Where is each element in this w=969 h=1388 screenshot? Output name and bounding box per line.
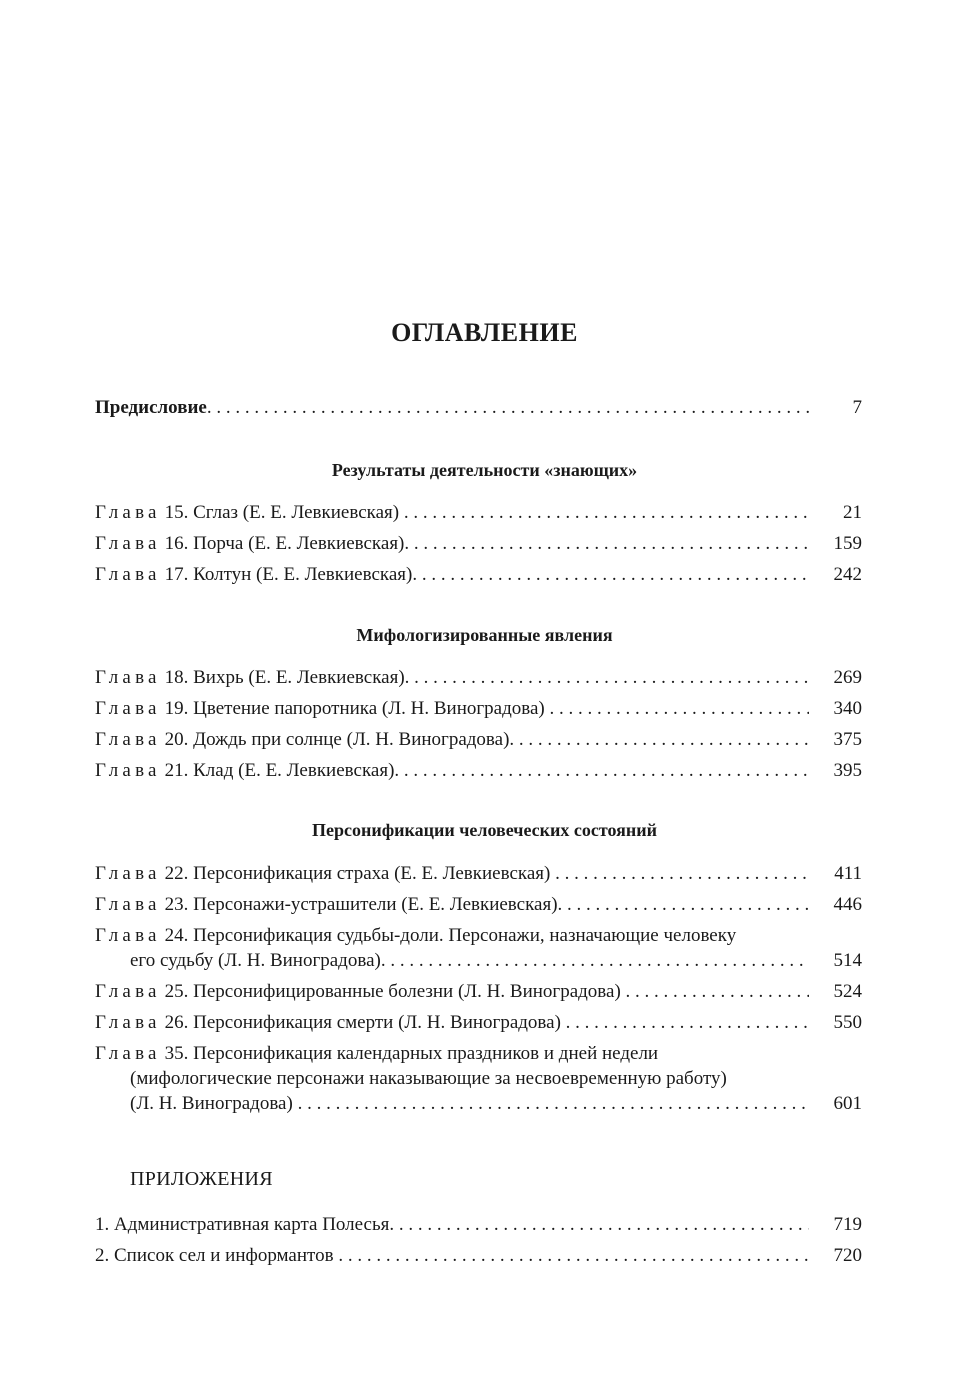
entry-label-continued: его судьбу (Л. Н. Виноградова) bbox=[130, 950, 381, 971]
entry-label: 23. Персонажи-устрашители (Е. Е. Левкиевская) bbox=[164, 894, 558, 915]
entry-label: 26. Персонификация смерти (Л. Н. Виноградова) bbox=[164, 1012, 561, 1033]
chapter-word: Глава bbox=[95, 564, 161, 585]
page-number: 7 bbox=[812, 395, 862, 421]
page-number: 514 bbox=[812, 948, 862, 974]
chapter-word: Глава bbox=[95, 533, 161, 554]
entry-label: 16. Порча (Е. Е. Левкиевская) bbox=[164, 533, 405, 554]
page-number: 375 bbox=[812, 727, 862, 753]
entry-label: 20. Дождь при солнце (Л. Н. Виноградова) bbox=[164, 729, 510, 750]
page-number: 720 bbox=[812, 1243, 862, 1269]
appendix-list bbox=[95, 0, 862, 1388]
entry-label: 17. Колтун (Е. Е. Левкиевская) bbox=[164, 564, 413, 585]
appendix-heading: ПРИЛОЖЕНИЯ bbox=[130, 1168, 273, 1190]
chapter-word: Глава bbox=[95, 1012, 161, 1033]
page-number: 601 bbox=[812, 1091, 862, 1117]
page-number: 446 bbox=[812, 892, 862, 918]
entry-label: 24. Персонификация судьбы-доли. Персонажи, назначающие человеку bbox=[164, 925, 737, 946]
page-number: 550 bbox=[812, 1010, 862, 1036]
entry-label: 18. Вихрь (Е. Е. Левкиевская) bbox=[164, 667, 405, 688]
section-heading: Мифологизированные явления bbox=[356, 625, 613, 645]
page-number: 524 bbox=[812, 979, 862, 1005]
chapter-word: Глава bbox=[95, 1043, 161, 1064]
page-number: 719 bbox=[812, 1212, 862, 1238]
entry-label: 19. Цветение папоротника (Л. Н. Виноградова) bbox=[164, 698, 545, 719]
toc-entry[interactable] bbox=[95, 1243, 862, 1269]
page-number: 411 bbox=[812, 861, 862, 887]
chapter-word: Глава bbox=[95, 698, 161, 719]
entry-label: 2. Список сел и информантов bbox=[95, 1245, 334, 1266]
entry-label-continued: (мифологические персонажи наказывающие за несвоевременную работу) bbox=[130, 1068, 727, 1089]
section-heading: Результаты деятельности «знающих» bbox=[331, 460, 638, 480]
entry-label: 25. Персонифицированные болезни (Л. Н. Виноградова) bbox=[164, 981, 621, 1002]
chapter-word: Глава bbox=[95, 729, 161, 750]
toc-entry[interactable] bbox=[95, 1212, 862, 1238]
chapter-word: Глава bbox=[95, 894, 161, 915]
chapter-word: Глава bbox=[95, 667, 161, 688]
section-heading: Персонификации человеческих состояний bbox=[311, 820, 657, 840]
entry-label: 1. Административная карта Полесья bbox=[95, 1214, 390, 1235]
page-number: 340 bbox=[812, 696, 862, 722]
entry-label: 35. Персонификация календарных праздников и дней недели bbox=[164, 1043, 659, 1064]
page-number: 395 bbox=[812, 758, 862, 784]
entry-label: Предисловие bbox=[95, 397, 207, 418]
page-number: 21 bbox=[812, 500, 862, 526]
page-title: ОГЛАВЛЕНИЕ bbox=[391, 318, 578, 347]
chapter-word: Глава bbox=[95, 502, 161, 523]
entry-label-continued: (Л. Н. Виноградова) bbox=[130, 1093, 293, 1114]
page-number: 159 bbox=[812, 531, 862, 557]
page-number: 269 bbox=[812, 665, 862, 691]
page-number: 242 bbox=[812, 562, 862, 588]
entry-label: 21. Клад (Е. Е. Левкиевская) bbox=[164, 760, 395, 781]
entry-label: 22. Персонификация страха (Е. Е. Левкиевская) bbox=[164, 863, 551, 884]
chapter-word: Глава bbox=[95, 863, 161, 884]
chapter-word: Глава bbox=[95, 981, 161, 1002]
chapter-word: Глава bbox=[95, 925, 161, 946]
chapter-word: Глава bbox=[95, 760, 161, 781]
entry-label: 15. Сглаз (Е. Е. Левкиевская) bbox=[164, 502, 400, 523]
